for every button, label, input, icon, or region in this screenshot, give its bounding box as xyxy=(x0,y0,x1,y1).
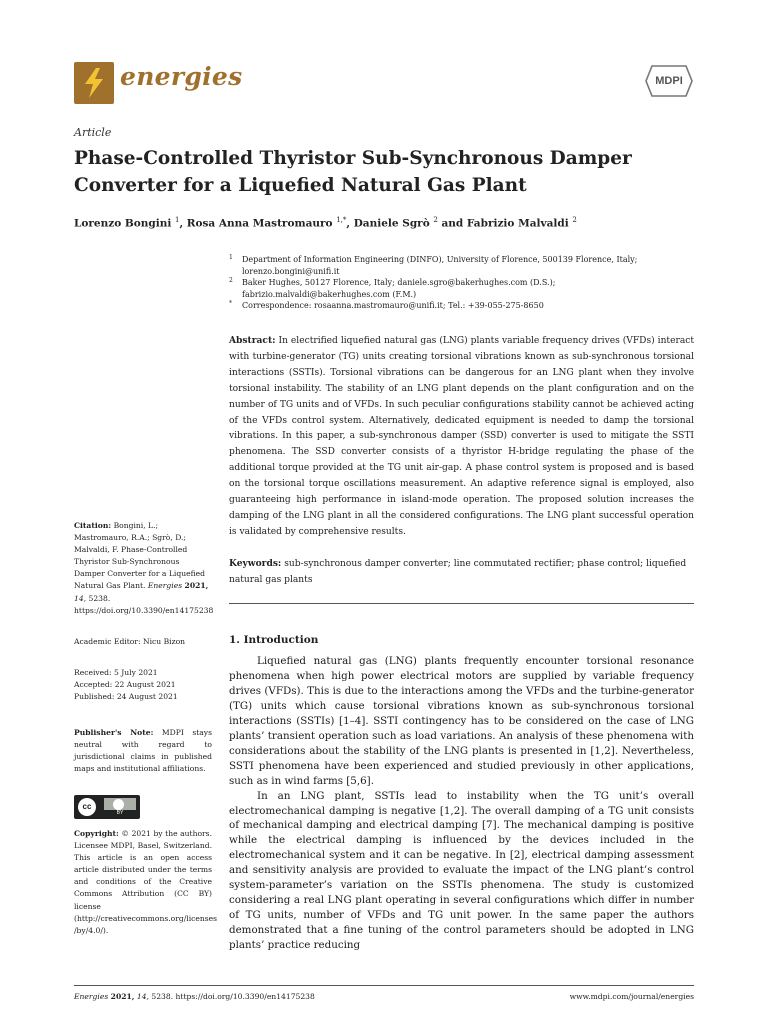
affiliation-item xyxy=(229,277,699,300)
affiliation-item xyxy=(229,254,699,277)
affiliation-mark: 1 xyxy=(229,254,233,261)
author-affil-mark: 2 xyxy=(433,216,438,224)
section-heading: 1. Introduction xyxy=(229,634,319,646)
author-name: Rosa Anna Mastromauro xyxy=(186,217,333,230)
citation-label: Citation: xyxy=(74,521,112,530)
keywords xyxy=(229,556,694,589)
footer-doi[interactable]: 5238. https://doi.org/10.3390/en14175238 xyxy=(151,992,315,1001)
author-affil-mark: 2 xyxy=(572,216,577,224)
abstract-label: Abstract: xyxy=(229,335,276,346)
publisher-note xyxy=(74,727,212,775)
cc-by-license-icon[interactable] xyxy=(74,795,140,819)
author-name: Daniele Sgrò xyxy=(353,217,430,230)
affiliation-text: Department of Information Engineering (DINFO), University of Florence, 500139 Florence, Italy; lorenzo.bongini@unifi.it xyxy=(242,255,638,276)
accepted-date: Accepted: 22 August 2021 xyxy=(74,680,176,690)
by-label: BY xyxy=(116,810,124,816)
copyright-text: © 2021 by the authors. Licensee MDPI, Basel, Switzerland. This article is an open access article distributed under the terms and conditions of the Creative Commons Attribution (CC BY) license (http://creativecommons.org/licenses /by/4.0/). xyxy=(74,829,218,935)
mdpi-logo-text: MDPI xyxy=(655,75,683,87)
author-list xyxy=(74,216,714,230)
copyright-label: Copyright: xyxy=(74,829,119,838)
body-paragraph: Liquefied natural gas (LNG) plants frequently encounter torsional resonance phenomena when high power electrical motors are supplied by variable frequency drives (VFDs). This is due to the interactions among the VFDs and the turbine-generator (TG) units which cause torsional vibrations known as sub-synchronous torsional interactions (SSTIs) [1–4]. SSTI contingency has to be considered on the case of LNG plants’ transient operation such as load variations. An analysis of these phenomena with considerations about the stability of the LNG plants is presented in [1,2]. Nevertheless, SSTI phenomena have been experienced and studied previously in other applications, such as in wind farms [5,6]. xyxy=(229,655,694,787)
body-paragraph: In an LNG plant, SSTIs lead to instability when the TG unit’s overall electromechanical damping is negative [1,2]. The overall damping of a TG unit consists of mechanical damping and electrical damping [7]. The mechanical damping is positive while the electrical damping is influenced by the devices included in the electromechanical system and it can be negative. In [2], electrical damping assessment and sensitivity analysis are provided to evaluate the impact of the LNG plant’s control system-parameter’s variation on the SSTIs phenomena. The study is customized considering a real LNG plant operating in several configurations which differ in number of TG units, number of VFDs and TG unit power. In the same paper the authors demonstrated that a fine tuning of the control parameters should be adopted in LNG plants’ practice reducing xyxy=(229,789,694,952)
correspondence-text: Correspondence: rosaanna.mastromauro@unifi.it; Tel.: +39-055-275-8650 xyxy=(242,301,544,311)
affiliation-text: Baker Hughes, 50127 Florence, Italy; daniele.sgro@bakerhughes.com (D.S.); fabrizio.malvaldi@bakerhughes.com (F.M.) xyxy=(242,278,556,299)
copyright-block xyxy=(74,828,218,937)
footer-citation xyxy=(74,992,315,1001)
citation-journal: Energies xyxy=(147,581,183,591)
footer-journal: Energies xyxy=(74,992,109,1001)
journal-name[interactable]: energies xyxy=(120,62,243,91)
article-type: Article xyxy=(74,126,112,139)
journal-logo-icon xyxy=(74,62,114,104)
author-separator: , xyxy=(346,217,354,230)
affiliation-mark: 2 xyxy=(229,277,233,285)
publication-dates xyxy=(74,667,212,703)
keywords-label: Keywords: xyxy=(229,558,282,569)
mdpi-logo[interactable] xyxy=(644,64,694,98)
abstract xyxy=(229,333,694,541)
citation-block xyxy=(74,520,212,617)
cc-icon: cc xyxy=(78,798,96,816)
citation-year: 2021, xyxy=(184,581,209,591)
affiliation-item xyxy=(229,300,699,312)
received-date: Received: 5 July 2021 xyxy=(74,668,158,677)
publisher-note-label: Publisher's Note: xyxy=(74,728,154,737)
citation-volume: 14, xyxy=(74,593,87,603)
footer-year: 2021, xyxy=(110,992,135,1001)
academic-editor: Academic Editor: Nicu Bizon xyxy=(74,637,186,646)
affiliation-mark: * xyxy=(229,300,232,308)
author-separator: and xyxy=(437,217,467,230)
keywords-text: sub-synchronous damper converter; line commutated rectifier; phase control; liquefied natural gas plants xyxy=(229,559,687,585)
article-title: Phase-Controlled Thyristor Sub-Synchronous Damper Converter for a Liquefied Natural Gas Plant xyxy=(74,148,632,196)
author-affil-mark: 1 xyxy=(174,216,180,224)
section-body xyxy=(229,654,694,953)
author-separator: , xyxy=(179,217,187,230)
affiliation-list xyxy=(229,254,699,312)
published-date: Published: 24 August 2021 xyxy=(74,692,178,702)
attribution-icon xyxy=(104,798,136,810)
abstract-text: In electrified liquefied natural gas (LNG) plants variable frequency drives (VFDs) interact with turbine-generator (TG) units creating torsional vibrations known as sub-synchronous torsional interactions (SSTIs). Torsional vibrations can be dangerous for an LNG plant when they involve torsional instability. The stability of an LNG plant depends on the plant configuration and on the number of TG units and of VFDs. In such peculiar configurations stability cannot be achieved acting of the VFDs control system. Alternatively, dedicated equipment is needed to damp the torsional vibrations. In this paper, a sub-synchronous damper (SSD) converter is used to mitigate the SSTI phenomena. The SSD converter consists of a thyristor H-bridge regulating the phase of the additional torque provided at the TG unit air-gap. A phase control system is proposed and is based on the torsional torque oscillations measurement. An adaptive reference signal is employed, also guaranteeing high performance in island-mode operation. The proposed solution increases the damping of the LNG plant in all the considered configurations. The LNG plant successful operation is validated by comprehensive results. xyxy=(229,336,694,537)
abstract-divider xyxy=(229,603,694,604)
citation-doi[interactable]: 5238. https://doi.org/10.3390/en14175238 xyxy=(74,593,214,615)
author-name: Fabrizio Malvaldi xyxy=(466,217,569,230)
footer-volume: 14, xyxy=(136,992,149,1001)
citation-text: Bongini, L.; Mastromauro, R.A.; Sgrò, D.; Malvaldi, F. Phase-Controlled Thyristor Sub-Synchronous Damper Converter for a Liquefied Natural Gas Plant. xyxy=(74,521,205,591)
journal-header xyxy=(74,60,694,108)
footer-journal-url[interactable]: www.mdpi.com/journal/energies xyxy=(569,992,694,1001)
publisher-note-text: MDPI stays neutral with regard to jurisdictional claims in published maps and institutional affiliations. xyxy=(74,728,212,774)
author-affil-mark: 1,* xyxy=(336,216,347,224)
footer-divider xyxy=(74,985,694,986)
author-name: Lorenzo Bongini xyxy=(74,217,172,230)
